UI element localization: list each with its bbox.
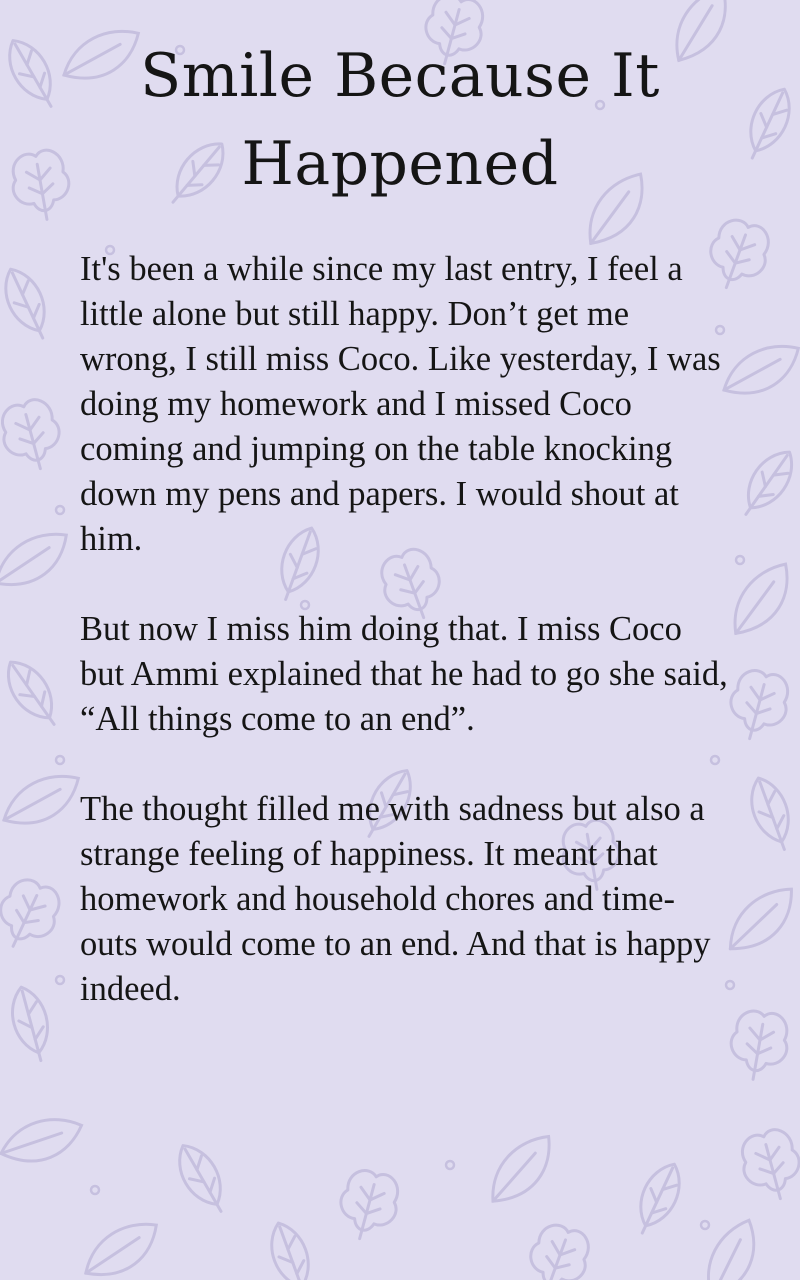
journal-entry xyxy=(80,247,730,1057)
paragraph-1: It's been a while since my last entry, I feel a little alone but still happy. Don’t get me wrong, I still miss Coco. Like yesterday, I was doing my homework and I missed Coco coming and jumping on the table knocking down my pens and papers. I would shout at him. xyxy=(80,250,721,558)
paragraph-3: The thought filled me with sadness but also a strange feeling of happiness. It meant that homework and household chores and time-outs would come to an end. And that is happy indeed. xyxy=(80,790,711,1008)
paragraph-2: But now I miss him doing that. I miss Coco but Ammi explained that he had to go she said, “All things come to an end”. xyxy=(80,610,728,738)
page-title: Smile Because It Happened xyxy=(140,41,660,199)
